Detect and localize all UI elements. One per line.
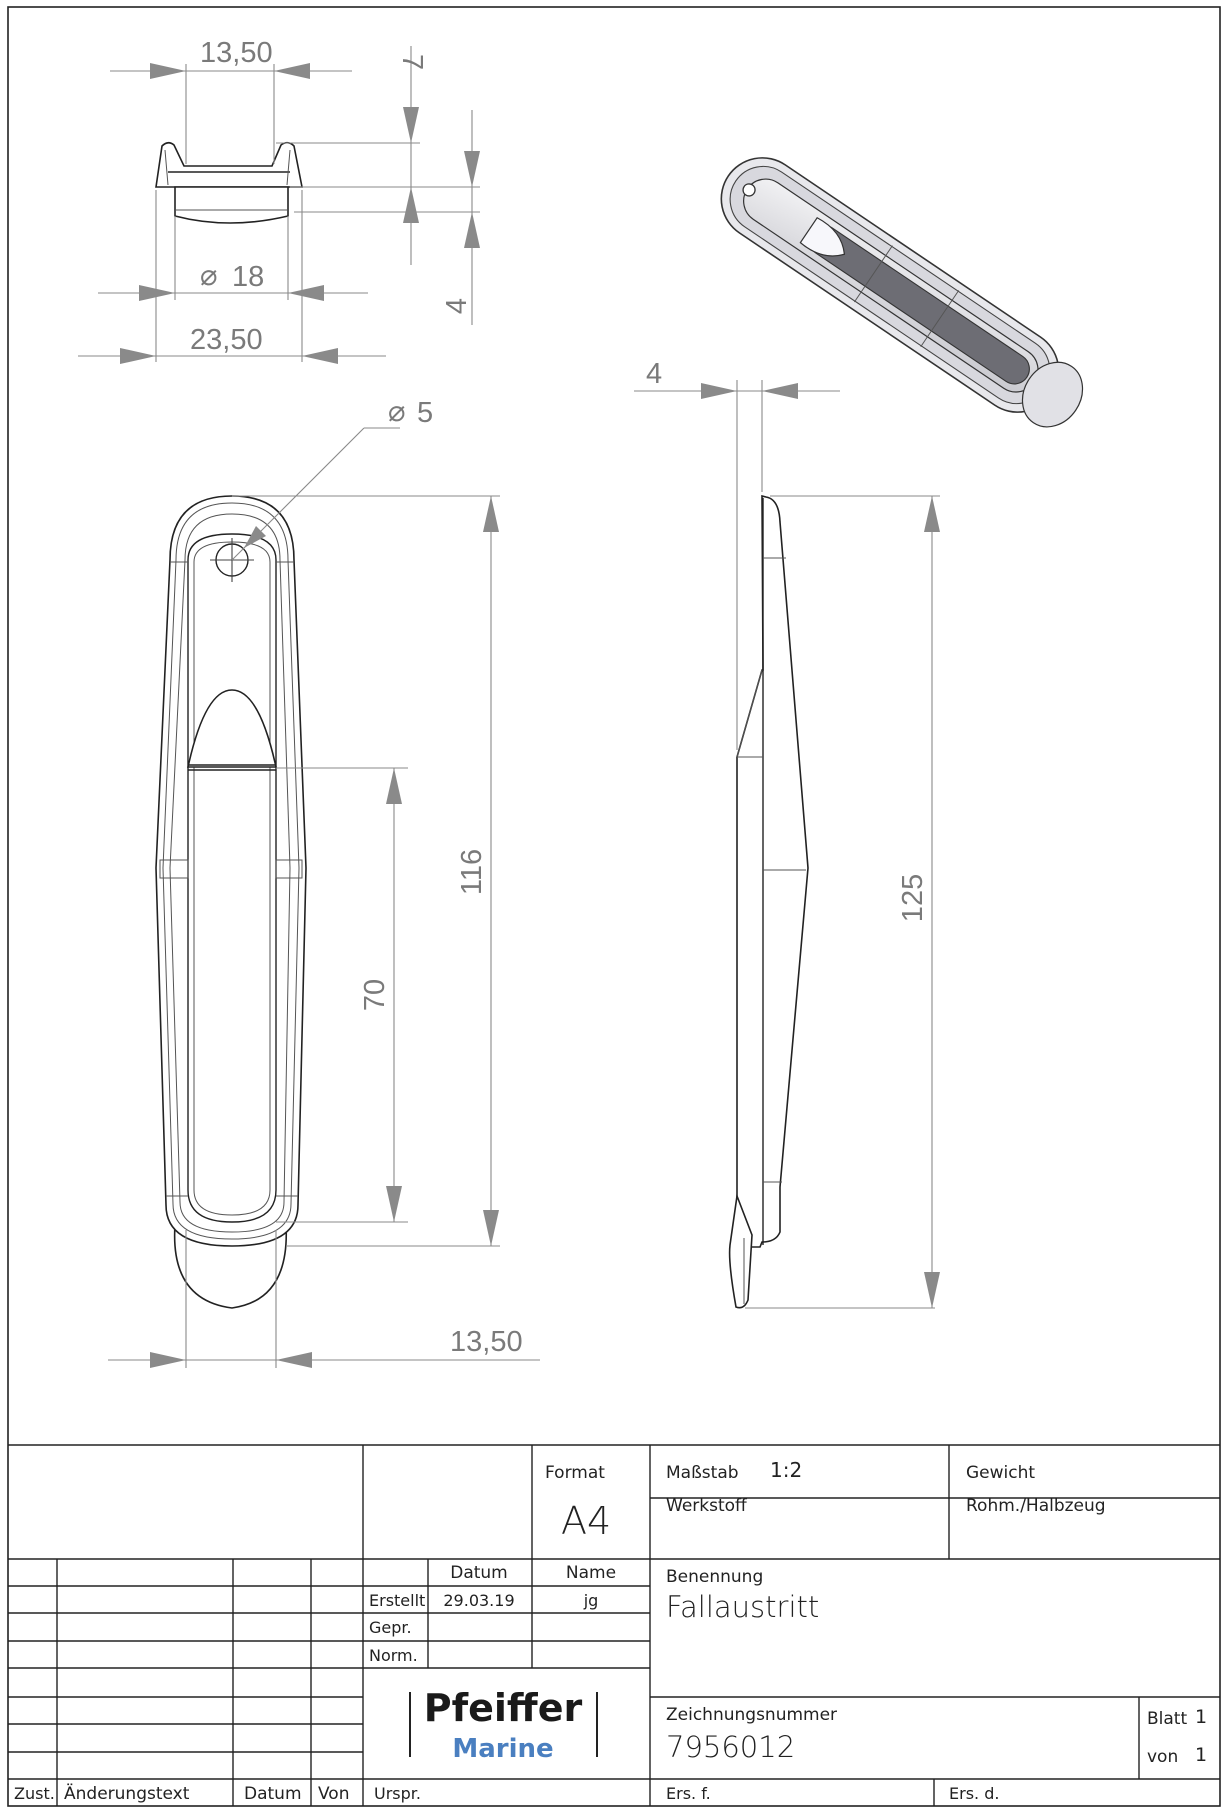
name-header: Name bbox=[565, 1563, 617, 1583]
of-value: 1 bbox=[1195, 1744, 1208, 1766]
scale-label: Maßstab bbox=[666, 1463, 739, 1483]
logo-sub: Marine bbox=[452, 1734, 554, 1764]
format-label: Format bbox=[545, 1463, 605, 1483]
dim-bottom-width: 13,50 bbox=[450, 1326, 523, 1358]
erstellt-label: Erstellt bbox=[369, 1591, 426, 1610]
dim-diameter-symbol: ⌀ bbox=[200, 260, 218, 292]
dim-side-thickness: 4 bbox=[646, 358, 663, 390]
of-label: von bbox=[1147, 1747, 1179, 1767]
blank-label: Rohm./Halbzeug bbox=[966, 1496, 1106, 1516]
front-view bbox=[156, 428, 400, 1308]
gepr-label: Gepr. bbox=[369, 1618, 412, 1637]
norm-label: Norm. bbox=[369, 1646, 418, 1665]
logo-name: Pfeiffer bbox=[423, 1686, 583, 1730]
origin-label: Urspr. bbox=[374, 1784, 421, 1803]
revision-date-label: Datum bbox=[244, 1784, 302, 1804]
replaces-label: Ers. f. bbox=[666, 1784, 711, 1803]
revision-by-label: Von bbox=[318, 1784, 350, 1804]
title-block bbox=[8, 1445, 1220, 1806]
drawing-number-value: 7956012 bbox=[666, 1730, 796, 1764]
format-value: A4 bbox=[561, 1499, 612, 1543]
erstellt-date: 29.03.19 bbox=[443, 1591, 515, 1610]
dim-hole-diameter: 5 bbox=[417, 397, 434, 429]
datum-header: Datum bbox=[450, 1563, 508, 1583]
top-view bbox=[156, 143, 302, 223]
dim-diameter-18: 18 bbox=[232, 261, 265, 293]
revision-label: Zust. bbox=[14, 1784, 55, 1803]
change-text-label: Änderungstext bbox=[64, 1784, 190, 1804]
weight-label: Gewicht bbox=[966, 1463, 1036, 1483]
designation-value: Fallaustritt bbox=[666, 1590, 820, 1624]
scale-value: 1:2 bbox=[770, 1458, 803, 1482]
dim-front-total: 116 bbox=[456, 848, 488, 896]
sheet-label: Blatt bbox=[1147, 1709, 1188, 1729]
designation-label: Benennung bbox=[666, 1567, 764, 1587]
dim-top-height: 7 bbox=[396, 53, 428, 71]
isometric-view bbox=[705, 142, 1098, 444]
drawing-number-label: Zeichnungsnummer bbox=[666, 1705, 838, 1725]
replaced-by-label: Ers. d. bbox=[949, 1784, 1000, 1803]
dim-top-width: 13,50 bbox=[200, 37, 273, 69]
dim-side-total: 125 bbox=[897, 873, 929, 923]
erstellt-name: jg bbox=[583, 1591, 599, 1610]
dim-front-slot: 70 bbox=[359, 978, 391, 1012]
sheet-value: 1 bbox=[1195, 1706, 1208, 1728]
dim-width-23-50: 23,50 bbox=[190, 324, 263, 356]
material-label: Werkstoff bbox=[666, 1496, 747, 1516]
dim-side-4-vertical: 4 bbox=[441, 297, 473, 315]
dim-hole-diameter-symbol: ⌀ bbox=[388, 396, 406, 428]
